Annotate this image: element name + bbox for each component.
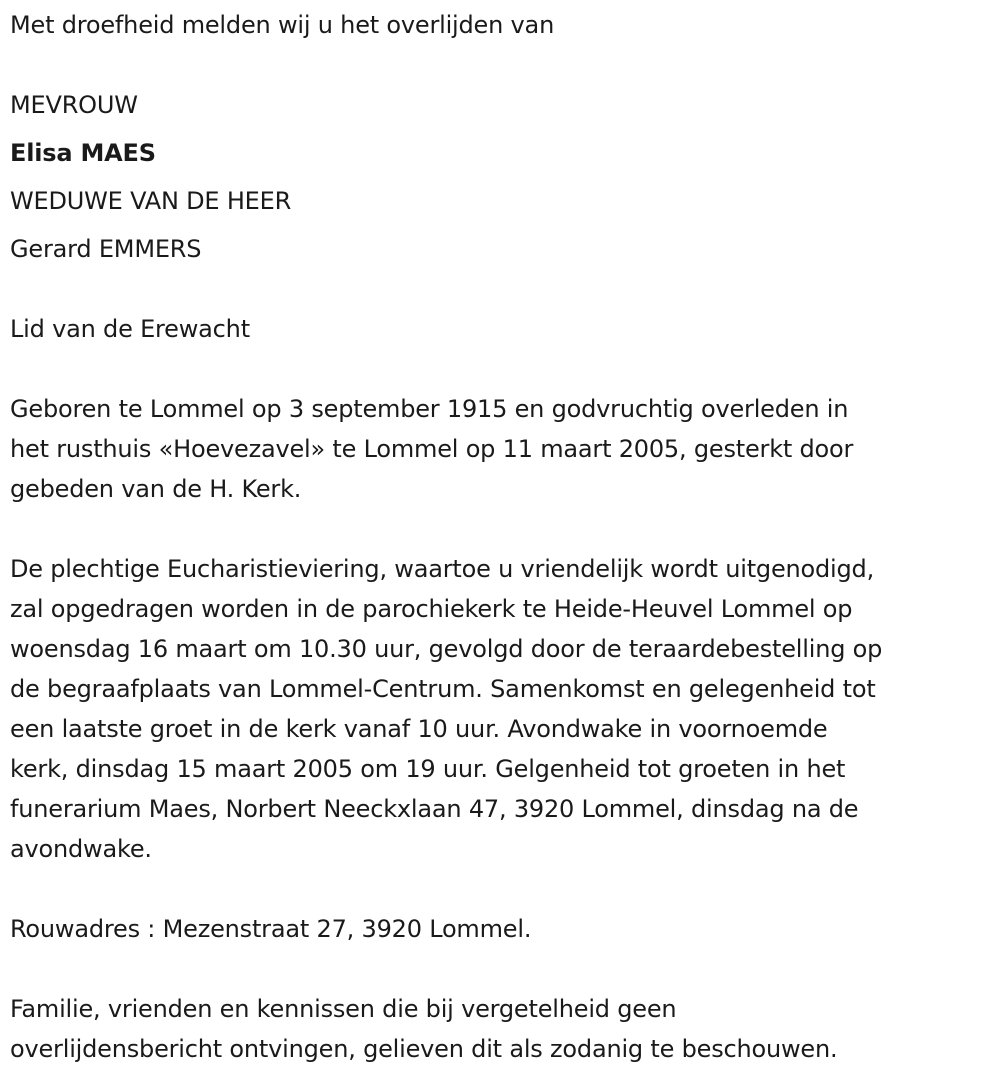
ceremony-line: de begraafplaats van Lommel-Centrum. Samenkomst en gelegenheid tot — [10, 675, 876, 703]
ceremony-line: De plechtige Eucharistieviering, waartoe u vriendelijk wordt uitgenodigd, — [10, 555, 875, 583]
ceremony-line: woensdag 16 maart om 10.30 uur, gevolgd door de teraardebestelling op — [10, 635, 883, 663]
closing-paragraph — [10, 989, 995, 1069]
ceremony-line: avondwake. — [10, 835, 152, 863]
mourning-address: Rouwadres : Mezenstraat 27, 3920 Lommel. — [10, 915, 532, 943]
widow-label: WEDUWE VAN DE HEER — [10, 187, 292, 215]
birth-paragraph — [10, 389, 995, 509]
ceremony-line: funerarium Maes, Norbert Neeckxlaan 47, 3920 Lommel, dinsdag na de — [10, 795, 859, 823]
spouse-name: Gerard EMMERS — [10, 235, 202, 263]
ceremony-line: een laatste groet in de kerk vanaf 10 uur. Avondwake in voornoemde — [10, 715, 828, 743]
deceased-name: Elisa MAES — [10, 139, 156, 167]
closing-line: overlijdensbericht ontvingen, gelieven dit als zodanig te beschouwen. — [10, 1035, 838, 1063]
birth-line: Geboren te Lommel op 3 september 1915 en godvruchtig overleden in — [10, 395, 849, 423]
ceremony-paragraph — [10, 549, 995, 869]
intro-text: Met droefheid melden wij u het overlijden van — [10, 11, 555, 39]
honorific-title: MEVROUW — [10, 91, 138, 119]
closing-line: Familie, vrienden en kennissen die bij vergetelheid geen — [10, 995, 677, 1023]
birth-line: het rusthuis «Hoevezavel» te Lommel op 11 maart 2005, gesterkt door — [10, 435, 854, 463]
ceremony-line: kerk, dinsdag 15 maart 2005 om 19 uur. Gelgenheid tot groeten in het — [10, 755, 846, 783]
membership-text: Lid van de Erewacht — [10, 315, 250, 343]
birth-line: gebeden van de H. Kerk. — [10, 475, 302, 503]
ceremony-line: zal opgedragen worden in de parochiekerk te Heide-Heuvel Lommel op — [10, 595, 853, 623]
